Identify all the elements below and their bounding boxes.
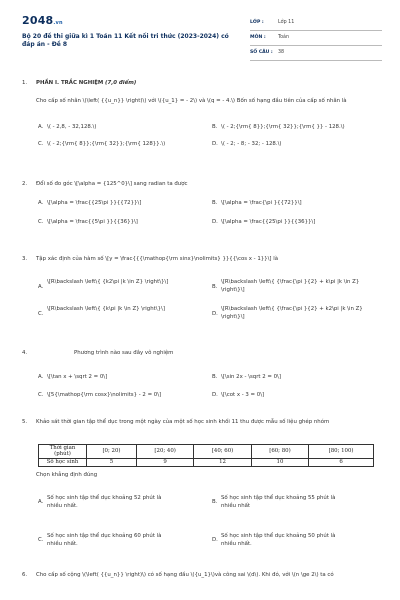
option-text: \[\cot x - 3 = 0\]: [221, 392, 265, 398]
option-text: \[R\backslash \left\{ {k\pi |k \in Z} \right\}\]: [47, 306, 165, 312]
option-text: \[5{\mathop{\rm cosx}\nolimits} - 2 = 0\]: [47, 392, 162, 398]
option-label: B.: [212, 124, 218, 130]
section-title-text: PHẦN I. TRẮC NGHIỆM: [36, 80, 104, 86]
option-label: B.: [212, 499, 218, 505]
meta-row-class: [250, 16, 382, 31]
option-text: \[\alpha = \frac{{5\pi }}{{36}}\]: [47, 219, 138, 225]
question-number: 5.: [22, 419, 28, 425]
option-label: C.: [38, 141, 44, 147]
option-text: Số học sinh tập thể dục khoảng 60 phút là nhiều nhất.: [47, 533, 162, 547]
table-cell: 10: [251, 458, 308, 466]
table-header-cell: Số học sinh: [39, 458, 87, 466]
option-text: \[\alpha = \frac{{25\pi }}{{72}}\]: [47, 200, 142, 206]
section-points: (7,0 điểm): [105, 80, 137, 86]
option-label: A.: [38, 374, 44, 380]
meta-value: Lớp 11: [278, 19, 295, 25]
question-number: 4.: [22, 350, 28, 356]
question-text: Phương trình nào sau đây vô nghiệm: [74, 350, 174, 356]
table-cell: [80; 100): [309, 445, 374, 459]
option-label: D.: [212, 311, 218, 317]
option-label: D.: [212, 392, 218, 398]
option-text: Số học sinh tập thể dục khoảng 50 phút là nhiều nhất.: [221, 533, 336, 547]
option-label: C.: [38, 537, 44, 543]
section-title: [36, 80, 376, 88]
meta-label: LỚP :: [250, 19, 264, 25]
table-header-cell: Thời gian (phút): [39, 445, 87, 459]
meta-label: MÔN :: [250, 34, 266, 40]
option-text: \[\sin 2x - \sqrt 2 = 0\]: [221, 374, 281, 380]
document-title: Bộ 20 đề thi giữa kì 1 Toán 11 Kết nối tri thức (2023-2024) có đáp án - Đề 8: [22, 33, 229, 49]
option-text: Số học sinh tập thể dục khoảng 55 phút là nhiều nhất: [221, 495, 336, 509]
table-cell: 5: [87, 458, 137, 466]
option-text: \( - 2,8, - 32,128.\): [47, 124, 97, 130]
option-label: B.: [212, 200, 218, 206]
option-label: D.: [212, 537, 218, 543]
meta-row-subject: [250, 31, 382, 46]
option-label: C.: [38, 219, 44, 225]
question-number: 3.: [22, 256, 28, 262]
table-cell: [40; 60): [194, 445, 251, 459]
option-text: \( - 2;{\rm{ 8}};{\rm{ 32}};{\rm{ 128}}.\): [47, 141, 166, 147]
option-label: C.: [38, 392, 44, 398]
meta-box: [250, 16, 382, 61]
table-cell: [60; 80): [251, 445, 308, 459]
option-label: B.: [212, 284, 218, 290]
table-cell: 9: [136, 458, 193, 466]
option-label: A.: [38, 124, 44, 130]
option-label: D.: [212, 219, 218, 225]
question-after-text: Chọn khẳng định đúng: [36, 472, 98, 478]
meta-label: SỐ CÂU :: [250, 49, 273, 55]
option-text: \( - 2;{\rm{ 8}};{\rm{ 32}};{\rm{ }} - 128.\): [221, 124, 345, 130]
question-text: Cho cấp số nhân \(\left( {{u_n}} \right)\) với \({u_1} = - 2\) và \(q = - 4.\) Bốn số hạng đầu tiên của cấp số nhân là: [36, 98, 347, 104]
option-text: \[\tan x + \sqrt 2 = 0\]: [47, 374, 108, 380]
question-number: 2.: [22, 181, 28, 187]
option-label: A.: [38, 284, 44, 290]
question-text: Khảo sát thời gian tập thể dục trong một ngày của một số học sinh khối 11 thu được mẫu số liệu ghép nhóm: [36, 419, 330, 425]
question-number: 6.: [22, 572, 28, 578]
document-header: [22, 13, 382, 63]
option-label: D.: [212, 141, 218, 147]
option-text: \[R\backslash \left\{ {\frac{\pi }{2} + k2\pi |k \in Z} \right\}\]: [221, 306, 363, 320]
option-label: C.: [38, 311, 44, 317]
option-text: \[R\backslash \left\{ {\frac{\pi }{2} + k\pi |k \in Z} \right\}\]: [221, 279, 360, 293]
question-text: Cho cấp số cộng \(\left( {{u_n}} \right)\) có số hạng đầu \({u_1}\)và công sai \(d\). Khi đó, với \(n \ge 2\) ta có: [36, 572, 334, 578]
table-cell: [20; 40): [136, 445, 193, 459]
meta-value: 38: [278, 49, 285, 55]
table-cell: 6: [309, 458, 374, 466]
option-text: \[\alpha = \frac{{25\pi }}{{36}}\]: [221, 219, 316, 225]
question-text: Đổi số đo góc \[\alpha = {125^0}\] sang radian ta được: [36, 181, 188, 187]
option-label: A.: [38, 200, 44, 206]
meta-value: Toán: [278, 34, 290, 40]
section-number: 1.: [22, 80, 28, 86]
table-cell: 12: [194, 458, 251, 466]
option-text: \( - 2; - 8; - 32; - 128.\): [221, 141, 282, 147]
option-text: \[R\backslash \left\{ {k2\pi |k \in Z} \right\}\]: [47, 279, 169, 285]
option-text: \[\alpha = \frac{\pi }{{72}}\]: [221, 200, 302, 206]
logo-text: 2048: [22, 14, 54, 27]
option-label: A.: [38, 499, 44, 505]
site-logo[interactable]: [22, 13, 63, 29]
logo-suffix: .vn: [53, 20, 63, 26]
table-cell: [0; 20): [87, 445, 137, 459]
table-row: [39, 458, 374, 466]
option-text: Số học sinh tập thể dục khoảng 52 phút là nhiều nhất.: [47, 495, 162, 509]
question-text: Tập xác định của hàm số \[y = \frac{{{\mathop{\rm sinx}\nolimits} }}{{\cos x - 1}}\] là: [36, 256, 279, 262]
data-table: [38, 444, 374, 467]
table-row: [39, 445, 374, 459]
meta-row-count: [250, 46, 382, 61]
option-label: B.: [212, 374, 218, 380]
